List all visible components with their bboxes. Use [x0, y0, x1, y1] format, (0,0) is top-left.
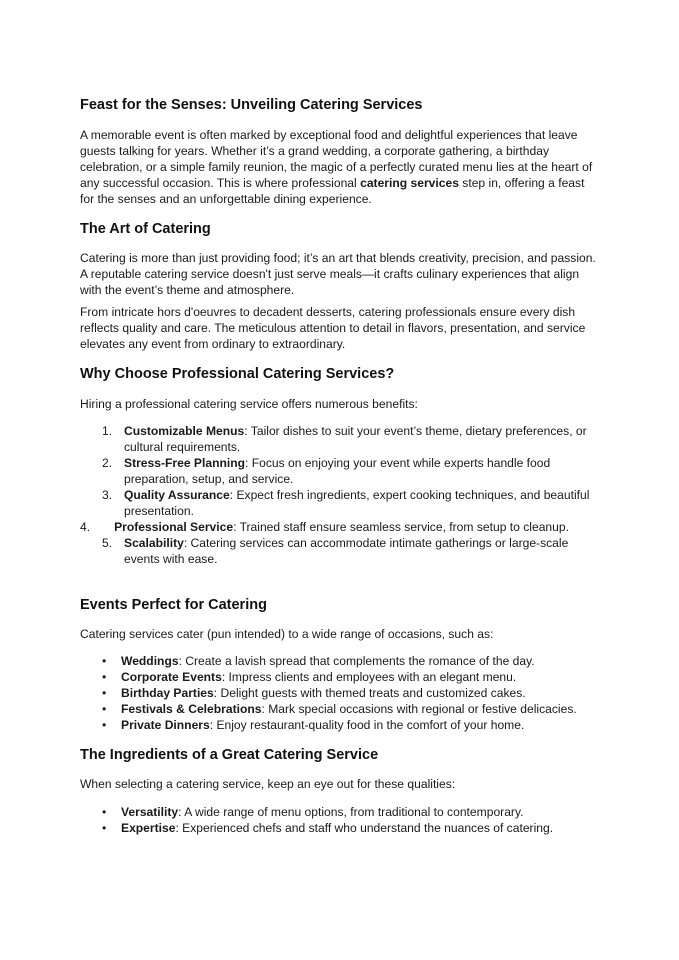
- list-term: Scalability: [124, 536, 184, 550]
- bullet-icon: •: [102, 686, 107, 700]
- list-text: : Experienced chefs and staff who understand the nuances of catering.: [175, 821, 554, 835]
- list-term: Professional Service: [114, 520, 234, 534]
- list-term: Private Dinners: [121, 718, 210, 732]
- list-text: : Expect fresh ingredients, expert cooking techniques, and beautiful presentation.: [124, 488, 590, 518]
- art-paragraph-1: Catering is more than just providing food; it’s an art that blends creativity, precision, and passion. A reputable catering service doesn't just serve meals—it crafts culinary experiences that align with the event’s theme and atmosphere.: [80, 251, 596, 297]
- list-item: [80, 701, 598, 717]
- list-text: : Create a lavish spread that complements the romance of the day.: [178, 654, 535, 668]
- events-list: [80, 653, 598, 733]
- list-number: 4.: [80, 520, 91, 534]
- list-term: Stress-Free Planning: [124, 456, 245, 470]
- why-intro: Hiring a professional catering service offers numerous benefits:: [80, 397, 418, 411]
- list-number: 3.: [102, 488, 113, 502]
- list-text: : Catering services can accommodate intimate gatherings or large-scale events with ease.: [124, 536, 569, 566]
- intro-bold-text: catering services: [360, 176, 459, 190]
- ingredients-heading: The Ingredients of a Great Catering Service: [80, 747, 379, 763]
- list-text: : A wide range of menu options, from traditional to contemporary.: [178, 805, 524, 819]
- list-text: : Trained staff ensure seamless service, from setup to cleanup.: [233, 520, 569, 534]
- list-term: Weddings: [121, 654, 179, 668]
- events-heading: Events Perfect for Catering: [80, 597, 267, 613]
- list-text: : Enjoy restaurant-quality food in the comfort of your home.: [209, 718, 525, 732]
- list-number: 2.: [102, 456, 113, 470]
- list-text: : Focus on enjoying your event while experts handle food preparation, setup, and service.: [124, 456, 551, 486]
- list-item: [80, 423, 598, 455]
- list-item: [80, 519, 598, 535]
- benefits-list: [80, 423, 598, 567]
- list-number: 1.: [102, 424, 113, 438]
- page-title: Feast for the Senses: Unveiling Catering Services: [80, 97, 423, 113]
- bullet-icon: •: [102, 702, 107, 716]
- list-term: Expertise: [121, 821, 176, 835]
- list-term: Corporate Events: [121, 670, 222, 684]
- events-intro: Catering services cater (pun intended) to a wide range of occasions, such as:: [80, 627, 494, 641]
- ingredients-intro: When selecting a catering service, keep an eye out for these qualities:: [80, 777, 456, 791]
- list-item: [80, 653, 598, 669]
- list-item: [80, 535, 598, 567]
- list-item: [80, 669, 598, 685]
- list-item: [80, 820, 598, 836]
- why-heading: Why Choose Professional Catering Services?: [80, 366, 395, 382]
- list-term: Birthday Parties: [121, 686, 214, 700]
- intro-text-end: step in, offering a feast for the senses and an unforgettable dining experience.: [80, 176, 585, 206]
- intro-text: A memorable event is often marked by exceptional food and delightful experiences that leave guests talking for years. Whether it’s a grand wedding, a corporate gathering, a birthday celebration, or a simple family reunion, the magic of a perfectly curated menu lies at the heart of any successful occasion. This is where professional: [80, 128, 593, 190]
- list-text: : Mark special occasions with regional or festive delicacies.: [261, 702, 577, 716]
- list-item: [80, 487, 598, 519]
- qualities-list: [80, 804, 598, 836]
- list-item: [80, 717, 598, 733]
- list-item: [80, 685, 598, 701]
- list-item: [80, 455, 598, 487]
- list-term: Festivals & Celebrations: [121, 702, 262, 716]
- list-item: [80, 804, 598, 820]
- bullet-icon: •: [102, 654, 107, 668]
- list-term: Quality Assurance: [124, 488, 230, 502]
- bullet-icon: •: [102, 718, 107, 732]
- art-paragraph-2: From intricate hors d'oeuvres to decadent desserts, catering professionals ensure every dish reflects quality and care. The meticulous attention to detail in flavors, presentation, and service elevates any event from ordinary to extraordinary.: [80, 305, 586, 351]
- bullet-icon: •: [102, 670, 107, 684]
- art-heading: The Art of Catering: [80, 221, 211, 237]
- list-term: Customizable Menus: [124, 424, 245, 438]
- bullet-icon: •: [102, 805, 107, 819]
- intro-paragraph: [80, 127, 598, 207]
- bullet-icon: •: [102, 821, 107, 835]
- list-text: : Impress clients and employees with an elegant menu.: [221, 670, 517, 684]
- list-term: Versatility: [121, 805, 179, 819]
- list-text: : Tailor dishes to suit your event’s theme, dietary preferences, or cultural requirements.: [124, 424, 587, 454]
- list-text: : Delight guests with themed treats and customized cakes.: [213, 686, 526, 700]
- list-number: 5.: [102, 536, 113, 550]
